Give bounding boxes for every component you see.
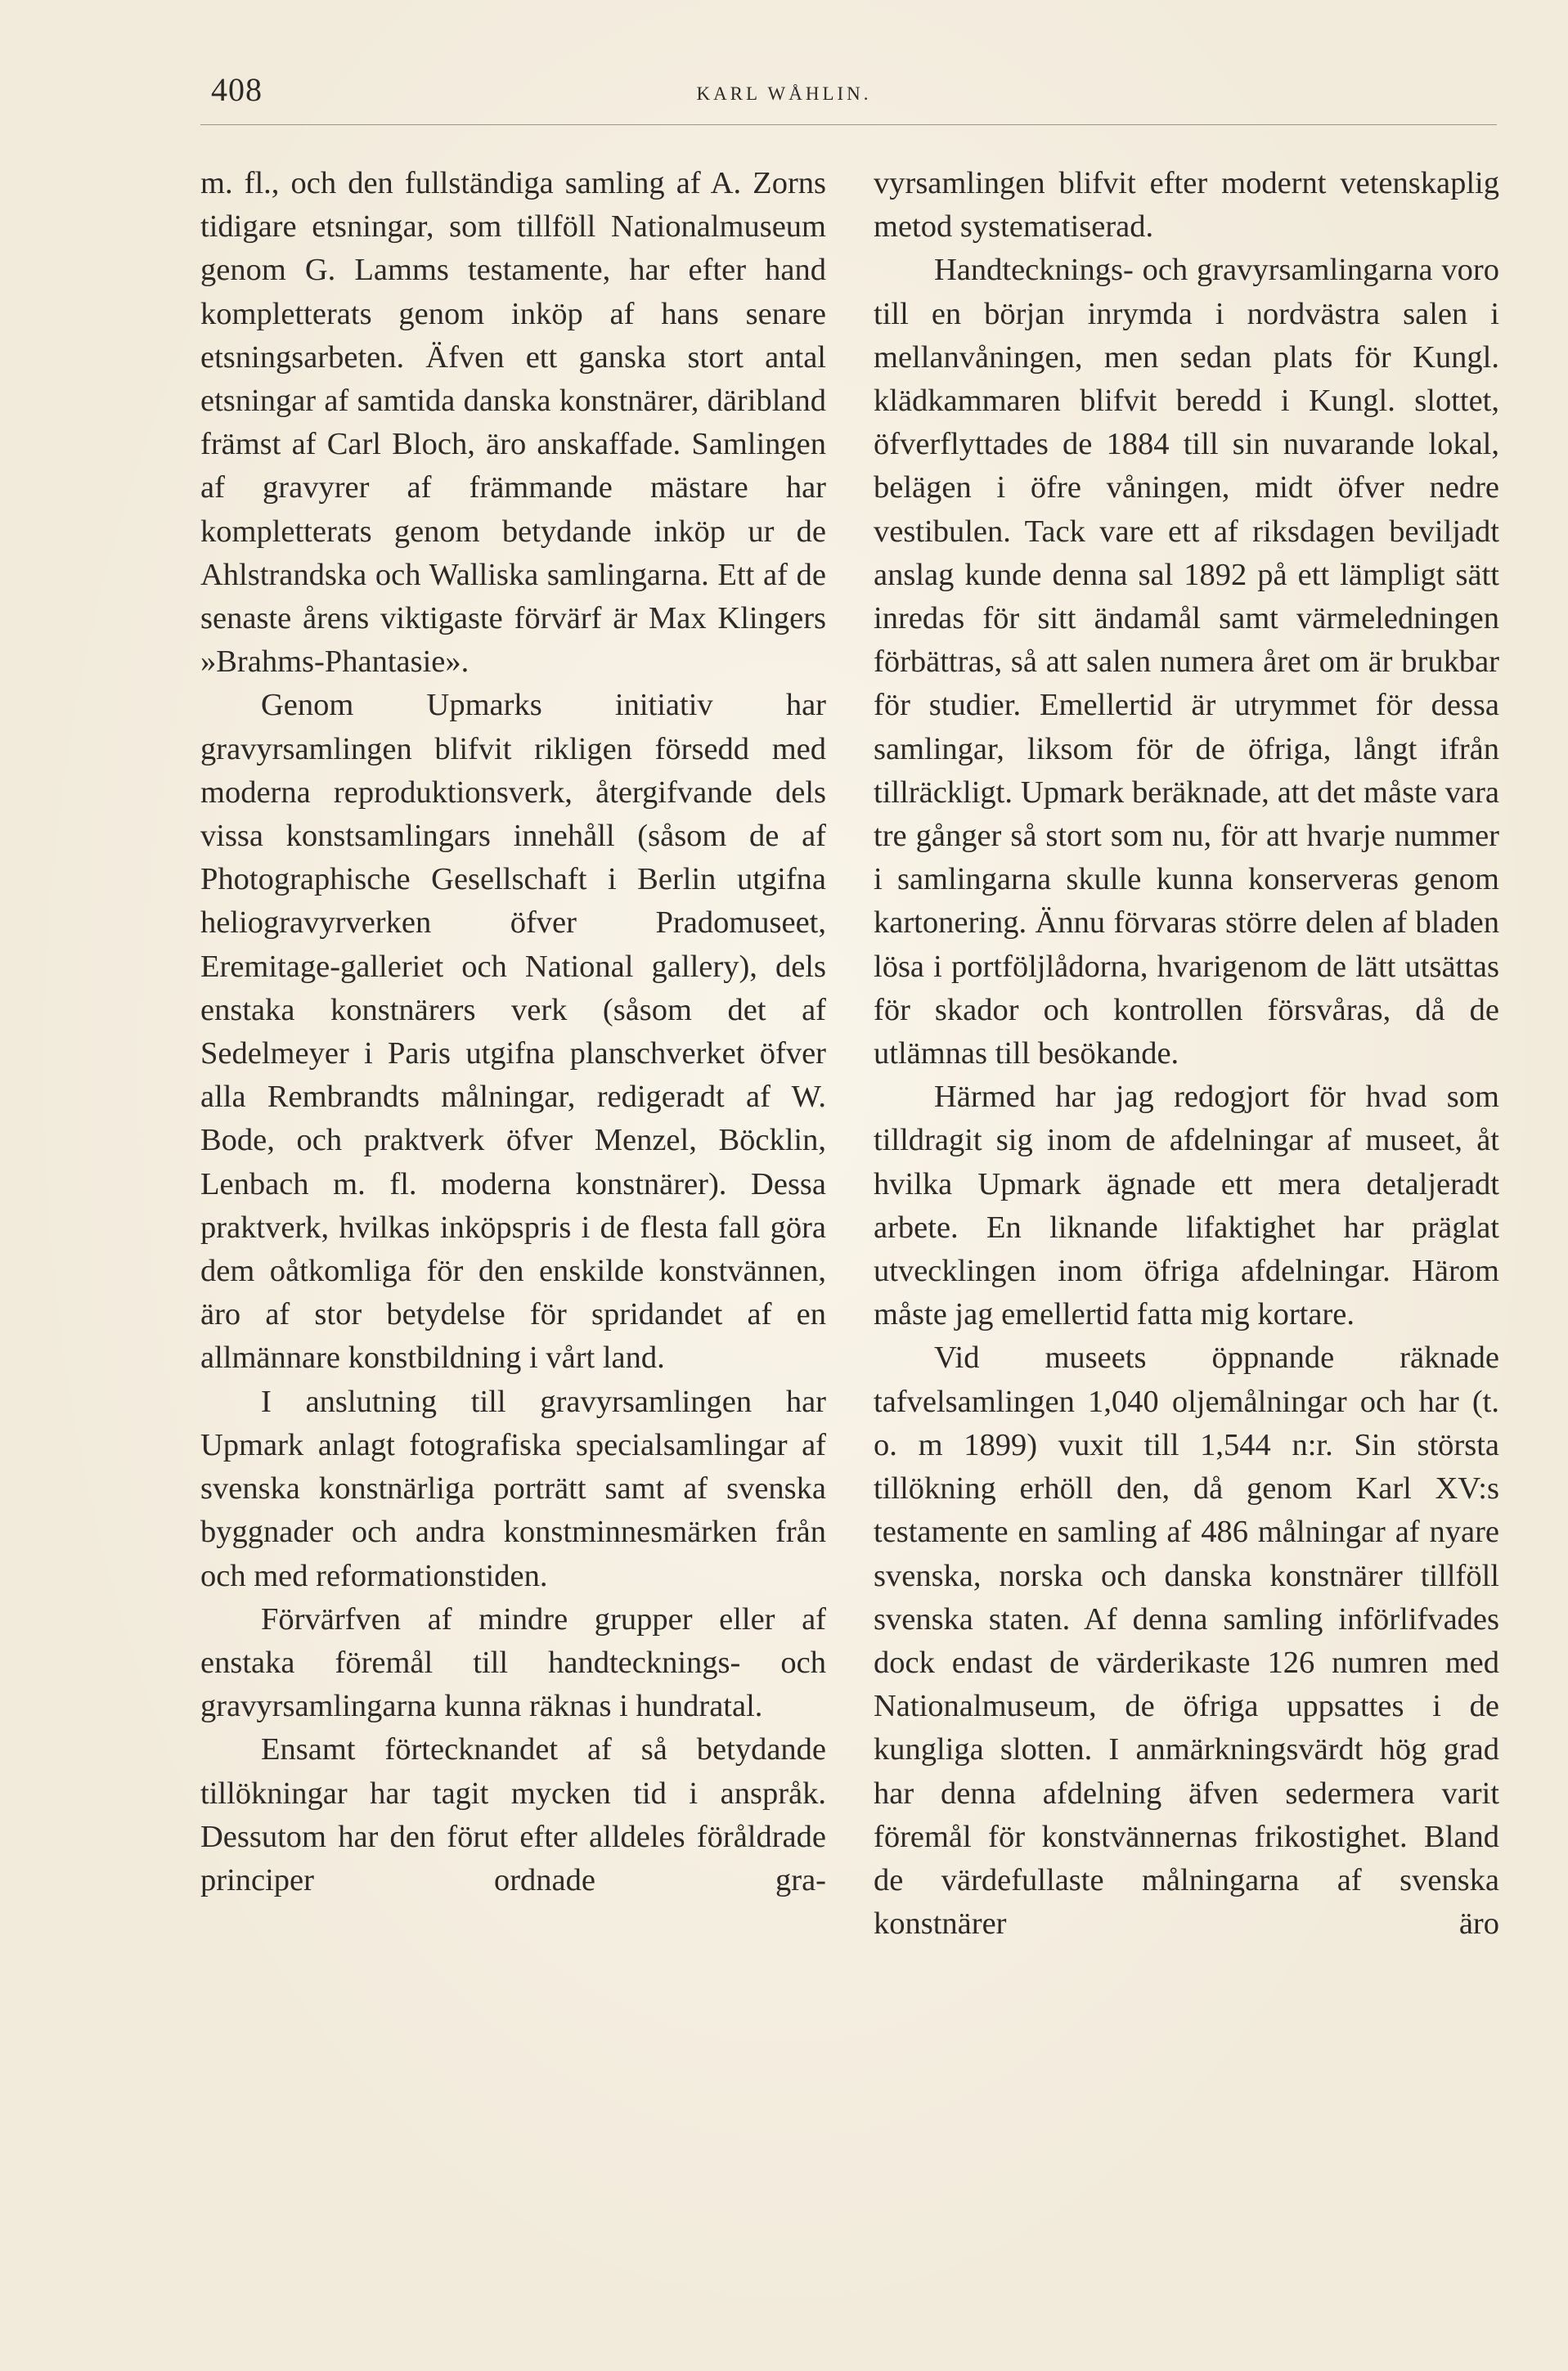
header-rule: [200, 124, 1497, 125]
paragraph: m. fl., och den fullständiga samling af A. Zorns tidigare etsningar, som tillföll Nationalmuseum genom G. Lamms testamente, har efter hand kompletterats genom inköp af hans senare etsningsarbeten. Äfven ett ganska stort antal etsningar af samtida danska konstnärer, däribland främst af Carl Bloch, äro anskaffade. Samlingen af gravyrer af främmande mästare har kompletterats genom betydande inköp ur de Ahlstrandska och Walliska samlingarna. Ett af de senaste årens viktigaste förvärf är Max Klingers »Brahms-Phantasie».: [200, 166, 826, 680]
paragraph: Handtecknings- och gravyrsamlingarna voro till en början inrymda i nordvästra salen i mellanvåningen, men sedan plats för Kungl. klädkammaren blifvit beredd i Kungl. slottet, öfverflyttades de 1884 till sin nuvarande lokal, belägen i öfre våningen, midt öfver nedre vestibulen. Tack vare ett af riksdagen beviljadt anslag kunde denna sal 1892 på ett lämpligt sätt inredas för sitt ändamål samt värmeledningen förbättras, så att salen numera året om är brukbar för studier. Emellertid är utrymmet för dessa samlingar, liksom för de öfriga, långt ifrån tillräckligt. Upmark beräknade, att det måste vara tre gånger så stort som nu, för att hvarje nummer i samlingarna skulle kunna konserveras genom kartonering. Ännu förvaras större delen af bladen lösa i portföljlådorna, hvarigenom de lätt utsättas för skador och kontrollen försvåras, då de utlämnas till besökande.: [874, 253, 1499, 1071]
paragraph: Ensamt förtecknandet af så betydande tillökningar har tagit mycken tid i anspråk. Dessutom har den förut efter alldeles föråldrade principer ordnade gra-: [200, 1732, 826, 1897]
running-head: KARL WÅHLIN.: [696, 83, 872, 104]
paragraph: Härmed har jag redogjort för hvad som tilldragit sig inom de afdelningar af museet, åt hvilka Upmark ägnade ett mera detaljeradt arbete. En liknande lifaktighet har präglat utvecklingen inom öfriga afdelningar. Härom måste jag emellertid fatta mig kortare.: [874, 1080, 1499, 1332]
left-column: [200, 162, 826, 1902]
paragraph: Genom Upmarks initiativ har gravyrsamlingen blifvit rikligen försedd med moderna reproduktionsverk, återgifvande dels vissa konstsamlingars innehåll (såsom de af Photographische Gesellschaft i Berlin utgifna heliogravyrverken öfver Pradomuseet, Eremitage-galleriet och National gallery), dels enstaka konstnärers verk (såsom det af Sedelmeyer i Paris utgifna planschverket öfver alla Rembrandts målningar, redigeradt af W. Bode, och praktverk öfver Menzel, Böcklin, Lenbach m. fl. moderna konstnärer). Dessa praktverk, hvilkas inköpspris i de flesta fall göra dem oåtkomliga för den enskilde konstvännen, äro af stor betydelse för spridandet af en allmännare konstbildning i vårt land.: [200, 688, 826, 1376]
paragraph: I anslutning till gravyrsamlingen har Upmark anlagt fotografiska specialsamlingar af svenska konstnärliga porträtt samt af svenska byggnader och andra konstminnesmärken från och med reformationstiden.: [200, 1384, 826, 1593]
page-number: 408: [211, 71, 263, 108]
paragraph: vyrsamlingen blifvit efter modernt vetenskaplig metod systematiserad.: [874, 166, 1499, 245]
right-column: [874, 162, 1499, 1946]
paragraph: Förvärfven af mindre grupper eller af enstaka föremål till handtecknings- och gravyrsamlingarna kunna räknas i hundratal.: [200, 1601, 826, 1724]
paragraph: Vid museets öppnande räknade tafvelsamlingen 1,040 oljemålningar och har (t. o. m 1899) vuxit till 1,544 n:r. Sin största tillökning erhöll den, då genom Karl XV:s testamente en samling af 486 målningar af nyare svenska, norska och danska konstnärer tillföll svenska staten. Af denna samling införlifvades dock endast de värderikaste 126 numren med Nationalmuseum, de öfriga uppsattes i de kungliga slotten. I anmärkningsvärdt hög grad har denna afdelning äfven sedermera varit föremål för konstvännernas frikostighet. Bland de värdefullaste målningarna af svenska konstnärer äro: [874, 1340, 1499, 1942]
